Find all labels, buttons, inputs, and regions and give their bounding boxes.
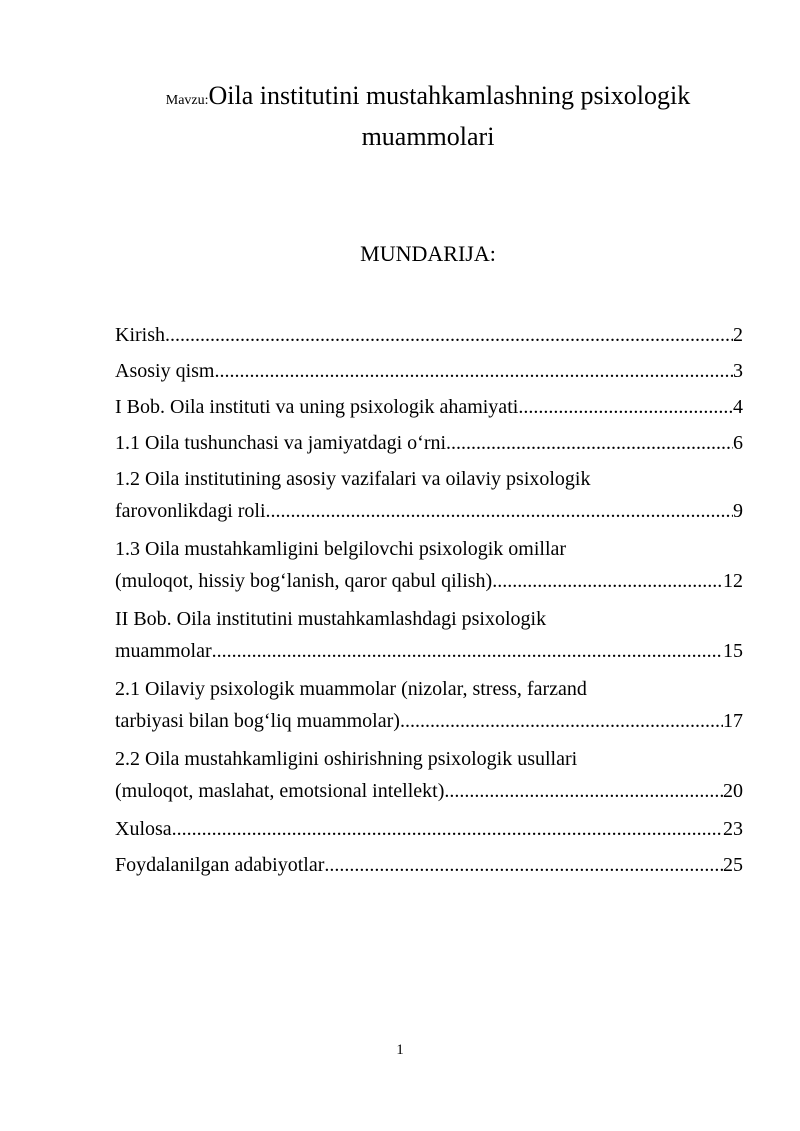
toc-entry-page: 12 xyxy=(723,570,743,592)
toc-entry-text: (muloqot, maslahat, emotsional intellekt) xyxy=(115,780,445,802)
toc-leader-dots xyxy=(444,775,723,807)
toc-entry-section-2-1 xyxy=(115,673,743,737)
toc-entry-page: 9 xyxy=(733,500,743,522)
toc-entry-text: Foydalanilgan adabiyotlar xyxy=(115,854,325,876)
toc-leader-dots xyxy=(266,495,733,527)
toc-entry-page: 20 xyxy=(723,780,743,802)
toc-entry-page: 25 xyxy=(723,854,743,876)
title-prefix: Mavzu: xyxy=(165,93,209,108)
toc-leader-dots xyxy=(400,705,723,737)
toc-entry-text: I Bob. Oila instituti va uning psixologik ahamiyati xyxy=(115,396,519,418)
toc-entry-kirish xyxy=(115,319,743,351)
toc-entry-page: 15 xyxy=(723,640,743,662)
title-text: Oila institutini mustahkamlashning psixologik xyxy=(208,81,691,110)
toc-entry-adabiyotlar xyxy=(115,849,743,881)
toc-entry-text: muammolar xyxy=(115,640,212,662)
title-line-1 xyxy=(100,78,756,119)
toc-leader-dots xyxy=(165,319,733,351)
toc-entry-page: 3 xyxy=(733,360,743,382)
table-of-contents xyxy=(115,319,743,885)
toc-leader-dots xyxy=(324,849,723,881)
toc-entry-asosiy-qism xyxy=(115,355,743,387)
toc-entry-text: Asosiy qism xyxy=(115,360,215,382)
toc-entry-text: farovonlikdagi roli xyxy=(115,500,266,522)
page-number: 1 xyxy=(396,1042,404,1058)
toc-entry-section-1-1 xyxy=(115,427,743,459)
toc-leader-dots xyxy=(518,391,733,423)
toc-entry-text-line1: 2.1 Oilaviy psixologik muammolar (nizolar, stress, farzand xyxy=(115,678,587,700)
toc-entry-text-line1: 1.3 Oila mustahkamligini belgilovchi psixologik omillar xyxy=(115,538,567,560)
toc-leader-dots xyxy=(214,355,733,387)
toc-entry-text-line1: II Bob. Oila institutini mustahkamlashdagi psixologik xyxy=(115,608,547,630)
toc-entry-text-line1: 1.2 Oila institutining asosiy vazifalari va oilaviy psixologik xyxy=(115,468,591,490)
title-line-2: muammolari xyxy=(361,122,495,151)
toc-entry-text: 1.1 Oila tushunchasi va jamiyatdagi o‘rni xyxy=(115,432,447,454)
toc-leader-dots xyxy=(446,427,733,459)
toc-entry-text: tarbiyasi bilan bog‘liq muammolar) xyxy=(115,710,400,732)
toc-leader-dots xyxy=(492,565,723,597)
toc-entry-xulosa xyxy=(115,813,743,845)
toc-entry-section-1-2 xyxy=(115,463,743,527)
toc-entry-text: Kirish xyxy=(115,324,165,346)
document-title xyxy=(100,78,756,155)
toc-entry-section-2-2 xyxy=(115,743,743,807)
toc-heading: MUNDARIJA: xyxy=(360,241,496,266)
toc-entry-chapter-2 xyxy=(115,603,743,667)
toc-entry-text-line1: 2.2 Oila mustahkamligini oshirishning psixologik usullari xyxy=(115,748,578,770)
toc-entry-page: 23 xyxy=(723,818,743,840)
toc-entry-page: 6 xyxy=(733,432,743,454)
toc-entry-page: 2 xyxy=(733,324,743,346)
toc-entry-text: (muloqot, hissiy bog‘lanish, qaror qabul qilish) xyxy=(115,570,493,592)
toc-entry-page: 4 xyxy=(733,396,743,418)
toc-entry-section-1-3 xyxy=(115,533,743,597)
toc-leader-dots xyxy=(172,813,723,845)
toc-entry-chapter-1 xyxy=(115,391,743,423)
toc-entry-text: Xulosa xyxy=(115,818,172,840)
toc-leader-dots xyxy=(212,635,723,667)
toc-entry-page: 17 xyxy=(723,710,743,732)
